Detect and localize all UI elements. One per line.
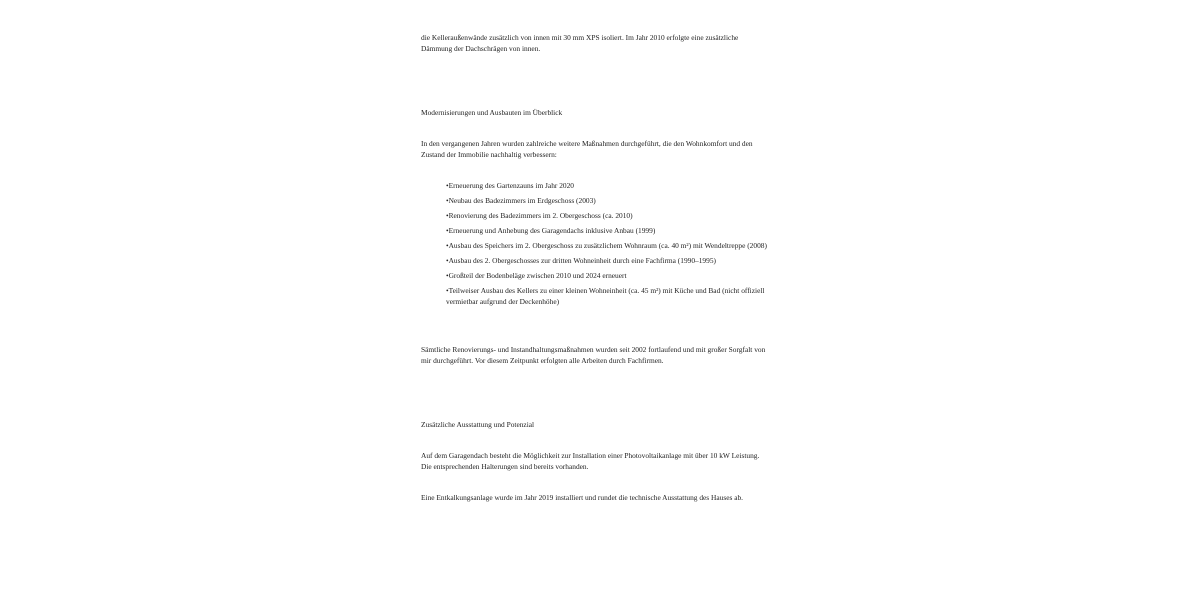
bullet-icon: • <box>446 286 449 295</box>
list-item <box>446 210 771 221</box>
list-item <box>446 225 771 236</box>
modernization-list <box>446 180 771 307</box>
section-heading-extras: Zusätzliche Ausstattung und Potenzial <box>421 420 535 429</box>
list-item-text: Teilweiser Ausbau des Kellers zu einer kleinen Wohneinheit (ca. 45 m²) mit Küche und Bad (nicht offiziell vermietbar aufgrund der Deckenhöhe) <box>446 286 765 306</box>
list-item-text: Erneuerung und Anhebung des Garagendachs inklusive Anbau (1999) <box>448 226 656 235</box>
list-item <box>446 180 771 191</box>
list-item <box>446 255 771 266</box>
list-item-text: Großteil der Bodenbeläge zwischen 2010 und 2024 erneuert <box>448 271 627 280</box>
bullet-icon: • <box>446 196 449 205</box>
bullet-icon: • <box>446 226 449 235</box>
list-item-text: Neubau des Badezimmers im Erdgeschoss (2003) <box>448 196 596 205</box>
list-item-text: Ausbau des Speichers im 2. Obergeschoss zu zusätzlichem Wohnraum (ca. 40 m²) mit Wendeltreppe (2008) <box>448 241 767 250</box>
list-item-text: Ausbau des 2. Obergeschosses zur dritten Wohneinheit durch eine Fachfirma (1990–1995) <box>448 256 716 265</box>
modernization-intro-paragraph: In den vergangenen Jahren wurden zahlreiche weitere Maßnahmen durchgeführt, die den Wohnkomfort und den Zustand der Immobilie nachhaltig verbessern: <box>421 139 753 159</box>
list-item <box>446 195 771 206</box>
bullet-icon: • <box>446 181 449 190</box>
list-item <box>446 240 771 251</box>
list-item <box>446 270 771 281</box>
photovoltaic-paragraph: Auf dem Garagendach besteht die Möglichkeit zur Installation einer Photovoltaikanlage mit über 10 kW Leistung. Die entsprechenden Halterungen sind bereits vorhanden. <box>421 451 760 471</box>
section-heading-modernization: Modernisierungen und Ausbauten im Überblick <box>421 108 563 117</box>
water-softener-paragraph: Eine Entkalkungsanlage wurde im Jahr 2019 installiert und rundet die technische Ausstattung des Hauses ab. <box>421 493 744 502</box>
bullet-icon: • <box>446 271 449 280</box>
renovation-closing-paragraph: Sämtliche Renovierungs- und Instandhaltungsmaßnahmen wurden seit 2002 fortlaufend und mit großer Sorgfalt von mir durchgeführt. Vor diesem Zeitpunkt erfolgten alle Arbeiten durch Fachfirmen. <box>421 345 766 365</box>
bullet-icon: • <box>446 211 449 220</box>
intro-paragraph: die Kelleraußenwände zusätzlich von innen mit 30 mm XPS isoliert. Im Jahr 2010 erfolgte eine zusätzliche Dämmung der Dachschrägen von innen. <box>421 33 739 53</box>
list-item-text: Erneuerung des Gartenzauns im Jahr 2020 <box>448 181 574 190</box>
bullet-icon: • <box>446 256 449 265</box>
bullet-icon: • <box>446 241 449 250</box>
list-item-text: Renovierung des Badezimmers im 2. Obergeschoss (ca. 2010) <box>448 211 633 220</box>
list-item <box>446 285 771 307</box>
document-page <box>421 32 771 503</box>
